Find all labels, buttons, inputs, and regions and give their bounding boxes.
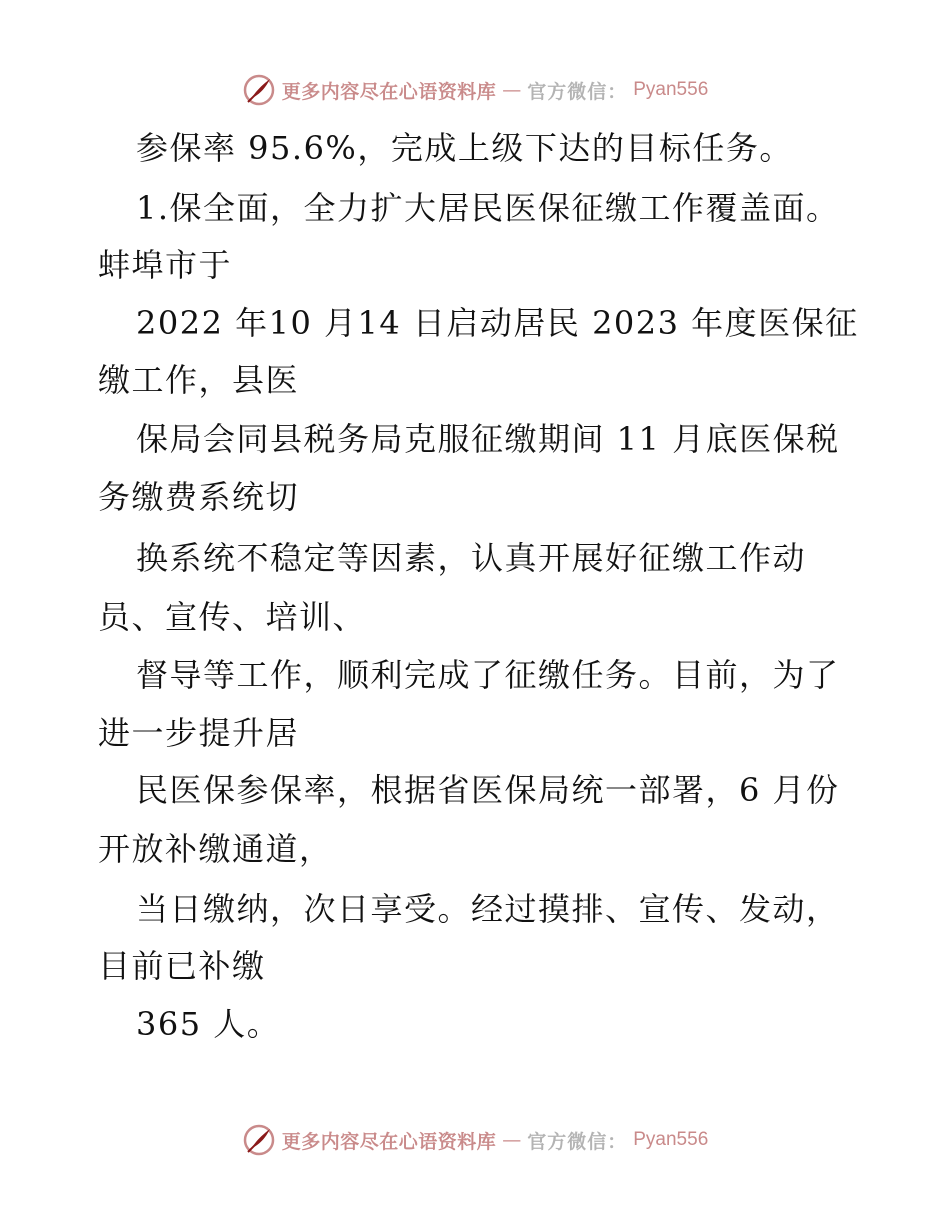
watermark-separator: — (502, 1129, 522, 1151)
watermark-id: Pyan556 (633, 79, 709, 100)
text-line: 蚌埠市于 (98, 246, 233, 284)
text-line: 目前已补缴 (98, 947, 266, 985)
feather-quill-logo (242, 1123, 276, 1157)
text-line: 开放补缴通道， (98, 830, 333, 868)
text-line: 1.保全面，全力扩大居民医保征缴工作覆盖面。 (136, 189, 840, 227)
watermark-separator: — (502, 79, 522, 101)
text-line: 365 人。 (136, 1005, 281, 1043)
text-line: 2022 年10 月14 日启动居民 2023 年度医保征 (136, 304, 859, 342)
text-line: 进一步提升居 (98, 714, 300, 752)
watermark-id: Pyan556 (633, 1129, 709, 1150)
watermark-official-label: 官方微信： (527, 80, 628, 103)
text-line: 保局会同县税务局克服征缴期间 11 月底医保税 (136, 420, 840, 458)
text-line: 参保率 95.6%，完成上级下达的目标任务。 (136, 129, 793, 167)
header-watermark (0, 70, 950, 110)
watermark-text: 更多内容尽在心语资料库 (281, 80, 497, 103)
text-line: 缴工作，县医 (98, 361, 300, 399)
footer-watermark (0, 1120, 950, 1160)
watermark-official-label: 官方微信： (527, 1130, 628, 1153)
text-line: 员、宣传、培训、 (98, 598, 367, 636)
text-line: 务缴费系统切 (98, 478, 300, 516)
text-line: 民医保参保率，根据省医保局统一部署，6 月份 (136, 771, 840, 809)
text-line: 换系统不稳定等因素，认真开展好征缴工作动 (136, 539, 807, 577)
watermark-text: 更多内容尽在心语资料库 (281, 1130, 497, 1153)
text-line: 当日缴纳，次日享受。经过摸排、宣传、发动， (136, 890, 840, 928)
text-line: 督导等工作，顺利完成了征缴任务。目前，为了 (136, 656, 840, 694)
feather-quill-logo (242, 73, 276, 107)
